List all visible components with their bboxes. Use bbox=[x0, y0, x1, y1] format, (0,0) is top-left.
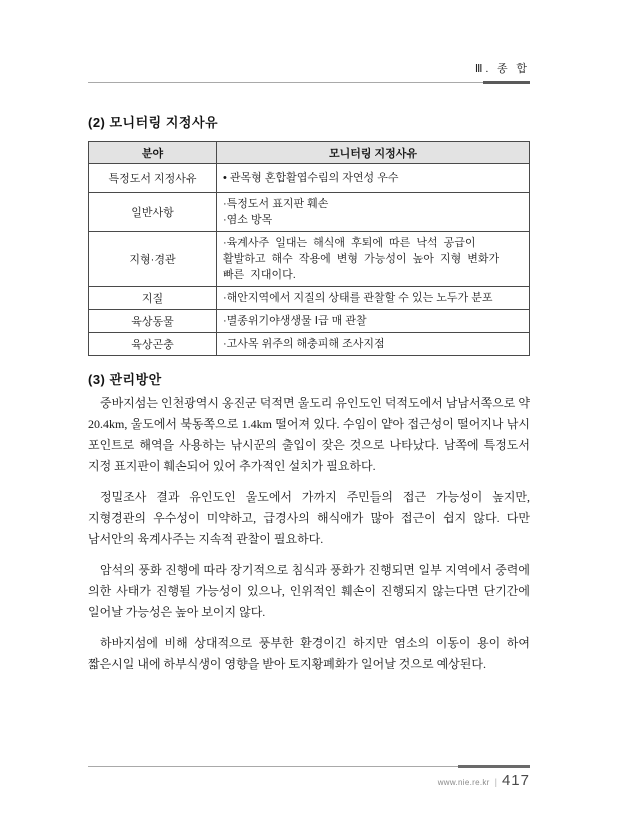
paragraph: 정밀조사 결과 유인도인 울도에서 가까지 주민들의 접근 가능성이 높지만, 지형경관의 우수성이 미약하고, 급경사의 해식애가 많아 접근이 쉽지 않다. 다만 남서안의 육계사주는 지속적 관찰이 필요하다. bbox=[88, 490, 530, 546]
reason-line: ·특정도서 표지판 훼손 bbox=[223, 198, 329, 210]
reason-line: • 관목형 혼합활엽수림의 자연성 우수 bbox=[223, 172, 399, 184]
monitoring-reason-table bbox=[88, 141, 530, 356]
page-footer bbox=[88, 766, 530, 790]
reason-line: ·해안지역에서 지질의 상태를 관찰할 수 있는 노두가 분포 bbox=[223, 292, 493, 304]
page-header bbox=[88, 60, 530, 83]
reason-line: ·고사목 위주의 해충피해 조사지점 bbox=[223, 338, 385, 350]
table-row bbox=[89, 287, 530, 310]
reason-line: ·멸종위기야생생물 Ⅰ급 매 관찰 bbox=[223, 315, 367, 327]
table-header-row bbox=[89, 142, 530, 164]
section3-heading: (3) 관리방안 bbox=[88, 372, 162, 387]
paragraph: 하바지섬에 비해 상대적으로 풍부한 환경이긴 하지만 염소의 이동이 용이 하여 짧은시일 내에 하부식생이 영향을 받아 토지황폐화가 일어날 것으로 예상된다. bbox=[88, 636, 530, 671]
row-reason-cell bbox=[217, 164, 530, 193]
paragraph: 중바지섬는 인천광역시 옹진군 덕적면 울도리 유인도인 덕적도에서 남남서쪽으로 약 20.4km, 울도에서 북동쪽으로 1.4km 떨어져 있다. 수임이 얕아 접근성이 떨어지나 낚시 포인트로 해역을 사용하는 낚시꾼의 출입이 잦은 것으로 나타났다. 남쪽에 특정도서 지정 표지판이 훼손되어 있어 추가적인 설치가 필요하다. bbox=[88, 396, 530, 473]
footer-accent-bar bbox=[458, 765, 530, 768]
footer-separator: | bbox=[494, 777, 497, 787]
paragraph: 암석의 풍화 진행에 따라 장기적으로 침식과 풍화가 진행되면 일부 지역에서 중력에 의한 사태가 진행될 가능성이 있으나, 인위적인 훼손이 진행되지 않는다면 단기간에 일어날 가능성은 높아 보이지 않다. bbox=[88, 563, 530, 619]
row-reason-cell bbox=[217, 333, 530, 356]
section-running-title: Ⅲ. 종 합 bbox=[474, 63, 530, 75]
table-row bbox=[89, 232, 530, 287]
table-row bbox=[89, 310, 530, 333]
reason-line: ·염소 방목 bbox=[223, 214, 273, 226]
header-accent-bar bbox=[483, 81, 530, 84]
table-row bbox=[89, 164, 530, 193]
row-field-label: 육상동물 bbox=[89, 310, 217, 333]
column-header-reason: 모니터링 지정사유 bbox=[217, 142, 530, 164]
header-rule bbox=[88, 82, 530, 83]
column-header-field: 분야 bbox=[89, 142, 217, 164]
table-row bbox=[89, 193, 530, 232]
row-field-label: 육상곤충 bbox=[89, 333, 217, 356]
page-content bbox=[88, 112, 530, 675]
footer-rule bbox=[88, 766, 530, 767]
row-field-label: 지질 bbox=[89, 287, 217, 310]
row-field-label: 특정도서 지정사유 bbox=[89, 164, 217, 193]
row-reason-cell bbox=[217, 193, 530, 232]
page-number: 417 bbox=[501, 772, 530, 789]
section2-heading: (2) 모니터링 지정사유 bbox=[88, 115, 219, 130]
management-plan-text bbox=[88, 393, 530, 675]
row-reason-cell bbox=[217, 232, 530, 287]
table-row bbox=[89, 333, 530, 356]
row-field-label: 일반사항 bbox=[89, 193, 217, 232]
row-reason-cell bbox=[217, 287, 530, 310]
row-reason-cell bbox=[217, 310, 530, 333]
reason-line: ·육계사주 일대는 해식애 후퇴에 따른 낙석 공급이 활발하고 해수 작용에 변형 가능성이 높아 지형 변화가 빠른 지대이다. bbox=[223, 237, 500, 281]
footer-website: www.nie.re.kr bbox=[437, 778, 490, 787]
footer-text bbox=[88, 772, 530, 790]
row-field-label: 지형·경관 bbox=[89, 232, 217, 287]
